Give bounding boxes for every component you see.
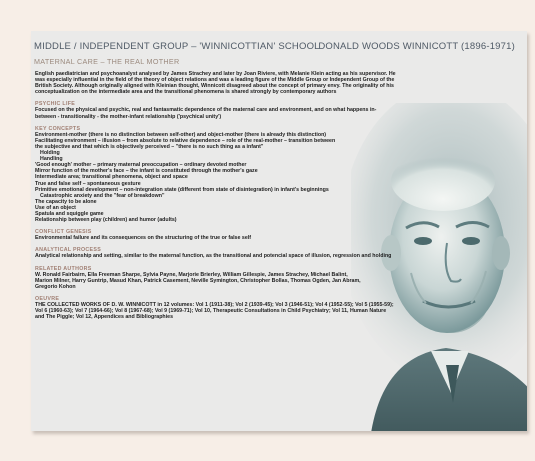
key-concept-item: Intermediate area; transitional phenomena, object and space bbox=[35, 174, 188, 181]
key-concept-item: Relationship between play (children) and humor (adults) bbox=[35, 217, 177, 224]
section-title-psychic-life: PSYCHIC LIFE bbox=[35, 101, 76, 108]
key-concept-item: The capacity to be alone bbox=[35, 198, 97, 205]
section-title-related-authors: RELATED AUTHORS bbox=[35, 265, 92, 272]
key-concept-item: Spatula and squiggle game bbox=[35, 210, 104, 217]
key-concept-item: Handling bbox=[40, 156, 63, 163]
key-concept-item: Catastrophic anxiety and the "fear of breakdown" bbox=[40, 192, 165, 199]
person-title: DONALD WOODS WINNICOTT (1896-1971) bbox=[318, 41, 515, 52]
key-concept-item: Facilitating environment – illusion – from absolute to relative dependence – role of the real-mother – transition between bbox=[35, 137, 336, 144]
key-concept-item: Use of an object bbox=[35, 204, 76, 211]
section-body-psychic-life: Focused on the physical and psychic, real and fantasmatic dependence of the maternal care and environment, and on what happens in-between - transitionality - the mother-infant relationship ('psychical unity') bbox=[35, 107, 377, 120]
key-concept-item: True and false self – spontaneous gesture bbox=[35, 180, 141, 187]
key-concept-item: 'Good enough' mother – primary maternal preoccupation – ordinary devoted mother bbox=[35, 162, 247, 169]
key-concept-item: Mirror function of the mother's face – the infant is constituted through the mother's gaze bbox=[35, 168, 258, 175]
section-body-oeuvre: THE COLLECTED WORKS OF D. W. WINNICOTT in 12 volumes: Vol 1 (1911-38); Vol 2 (1939-45); Vol 3 (1946-51); Vol 4 (1952-55); Vol 5 (1955-59); Vol 6 (1960-63); Vol 7 (1964-66); Vol 8 (1967-68); Vol 9 (1969-71); Vol 10, Therapeutic Consultations in Child Psychiatry; Vol 11, Human Nature and The Piggle; Vol 12, Appendices and Bibliographies bbox=[35, 302, 394, 321]
section-title-oeuvre: OEUVRE bbox=[35, 295, 60, 302]
key-concept-item: Environment-mother (there is no distinction between self-other) and object-mother (there is already this distinction) bbox=[35, 131, 327, 138]
content-column bbox=[35, 71, 397, 320]
key-concept-item: Holding bbox=[40, 150, 60, 157]
section-title-analytical-process: ANALYTICAL PROCESS bbox=[35, 247, 102, 254]
biography-card bbox=[31, 31, 527, 431]
school-title: MIDDLE / INDEPENDENT GROUP – 'WINNICOTTIAN' SCHOOL bbox=[34, 41, 320, 52]
section-body-related-authors: W. Ronald Fairbairn, Ella Freeman Sharpe, Sylvia Payne, Marjorie Brierley, William Gillespie, James Strachey, Michael Balint, Marion Milner, Harry Guntrip, Masud Khan, Patrick Casement, Neville Symington, Christopher Bollas, Thomas Ogden, Jan Abram, Gregorio Kohon bbox=[35, 271, 361, 290]
section-body-analytical-process: Analytical relationship and setting, similar to the maternal function, as the transitional and potencial space of illusion, regression and holding bbox=[35, 253, 392, 260]
section-title-conflict-genesis: CONFLICT GENESIS bbox=[35, 229, 92, 236]
section-body-conflict-genesis: Environmental failure and its consequences on the structuring of the true or false self bbox=[35, 235, 252, 242]
key-concept-item: the subjective and that which is objectively perceived – "there is no such thing as a infant" bbox=[35, 143, 264, 150]
intro-paragraph: English paediatrician and psychoanalyst analysed by James Strachey and later by Joan Riviere, with Melanie Klein acting as his supervisor. He was especially influential in the field of the theory of object relations and was a leading figure of the Middle Group or Independent Group of the British Society. Although originally aligned with Kleinian thought, Winnicott disagreed about the concept of primary envy. The originality of his conceptualization on the intermediate area and the transitional phenomena is shared strongly by contemporary authors bbox=[35, 71, 396, 96]
key-concept-item: Primitive emotional development – non-integration state (different from state of disintegration) in infant's beginnings bbox=[35, 186, 329, 193]
section-title-key-concepts: KEY CONCEPTS bbox=[35, 125, 81, 132]
key-concepts-list bbox=[35, 132, 397, 223]
subtitle: MATERNAL CARE – THE REAL MOTHER bbox=[34, 57, 180, 66]
